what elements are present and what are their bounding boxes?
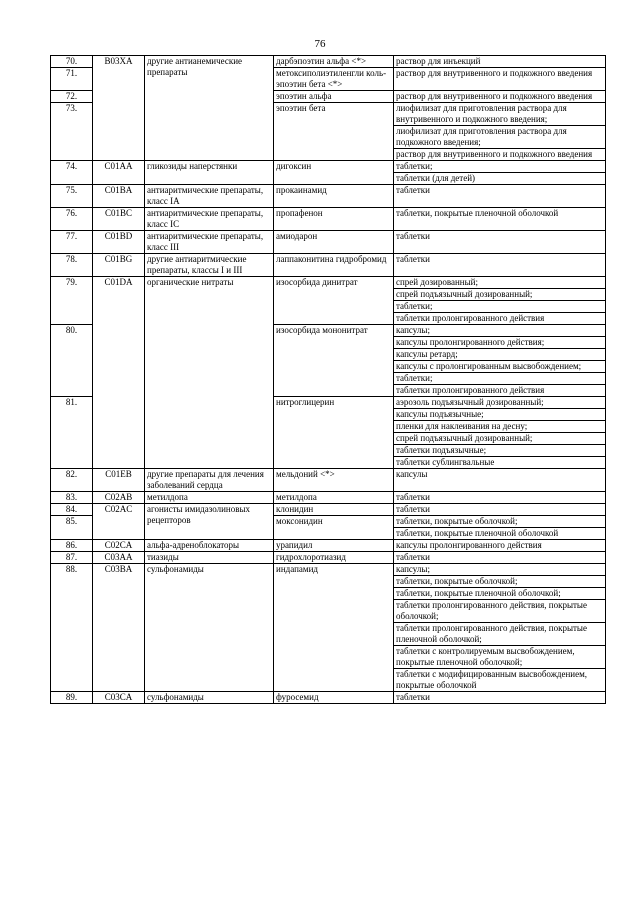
dosage-form-cell: раствор для внутривенного и подкожного введения: [394, 68, 606, 91]
atc-code-cell: C03CA: [93, 692, 145, 704]
table-row: [51, 564, 606, 576]
drug-name-cell: эпоэтин альфа: [274, 91, 394, 103]
dosage-form-cell: раствор для инъекций: [394, 56, 606, 68]
atc-code-cell: C01BG: [93, 254, 145, 277]
table-row: [51, 277, 606, 289]
dosage-form-cell: таблетки пролонгированного действия, покрытые пленочной оболочкой;: [394, 623, 606, 646]
drug-name-cell: нитроглицерин: [274, 397, 394, 469]
dosage-form-cell: таблетки пролонгированного действия: [394, 385, 606, 397]
atc-code-cell: C03AA: [93, 552, 145, 564]
dosage-form-cell: таблетки: [394, 692, 606, 704]
dosage-form-cell: таблетки пролонгированного действия: [394, 313, 606, 325]
dosage-form-cell: таблетки, покрытые пленочной оболочкой;: [394, 588, 606, 600]
drug-name-cell: клонидин: [274, 504, 394, 516]
group-cell: антиаритмические препараты, класс IA: [145, 185, 274, 208]
drug-name-cell: пропафенон: [274, 208, 394, 231]
drug-name-cell: метилдопа: [274, 492, 394, 504]
atc-code-cell: C03BA: [93, 564, 145, 692]
drug-name-cell: гидрохлоротиазид: [274, 552, 394, 564]
row-number-cell: 70.: [51, 56, 93, 68]
table-row: [51, 56, 606, 68]
dosage-form-cell: таблетки: [394, 552, 606, 564]
dosage-form-cell: таблетки: [394, 254, 606, 277]
group-cell: другие препараты для лечения заболеваний сердца: [145, 469, 274, 492]
table-row: [51, 692, 606, 704]
atc-code-cell: B03XA: [93, 56, 145, 161]
dosage-form-cell: таблетки, покрытые пленочной оболочкой: [394, 208, 606, 231]
page-number: 76: [314, 38, 326, 50]
drug-name-cell: метоксиполиэтиленгли коль-эпоэтин бета <*>: [274, 68, 394, 91]
group-cell: антиаритмические препараты, класс IC: [145, 208, 274, 231]
drug-name-cell: амиодарон: [274, 231, 394, 254]
table-row: [51, 540, 606, 552]
dosage-form-cell: капсулы;: [394, 564, 606, 576]
row-number-cell: 87.: [51, 552, 93, 564]
row-number-cell: 86.: [51, 540, 93, 552]
atc-code-cell: C02AC: [93, 504, 145, 540]
dosage-form-cell: таблетки;: [394, 373, 606, 385]
drug-name-cell: эпоэтин бета: [274, 103, 394, 161]
group-cell: другие антиаритмические препараты, классы I и III: [145, 254, 274, 277]
dosage-form-cell: таблетки: [394, 492, 606, 504]
drug-name-cell: дигоксин: [274, 161, 394, 185]
dosage-form-cell: лиофилизат для приготовления раствора для подкожного введения;: [394, 126, 606, 149]
atc-code-cell: C01EB: [93, 469, 145, 492]
atc-code-cell: C01BA: [93, 185, 145, 208]
dosage-form-cell: раствор для внутривенного и подкожного введения: [394, 91, 606, 103]
group-cell: другие антианемические препараты: [145, 56, 274, 161]
row-number-cell: 76.: [51, 208, 93, 231]
table-row: [51, 208, 606, 231]
drug-table: [50, 55, 606, 704]
dosage-form-cell: таблетки, покрытые пленочной оболочкой: [394, 528, 606, 540]
row-number-cell: 79.: [51, 277, 93, 325]
dosage-form-cell: таблетки сублингвальные: [394, 457, 606, 469]
dosage-form-cell: таблетки с модифицированным высвобождением, покрытые оболочкой: [394, 669, 606, 692]
row-number-cell: 84.: [51, 504, 93, 516]
drug-name-cell: урапидил: [274, 540, 394, 552]
dosage-form-cell: таблетки подъязычные;: [394, 445, 606, 457]
dosage-form-cell: капсулы с пролонгированным высвобождением;: [394, 361, 606, 373]
drug-name-cell: фуросемид: [274, 692, 394, 704]
atc-code-cell: C02CA: [93, 540, 145, 552]
dosage-form-cell: таблетки;: [394, 161, 606, 173]
dosage-form-cell: капсулы: [394, 469, 606, 492]
dosage-form-cell: таблетки: [394, 504, 606, 516]
drug-name-cell: дарбэпоэтин альфа <*>: [274, 56, 394, 68]
drug-name-cell: изосорбида мононитрат: [274, 325, 394, 397]
atc-code-cell: C02AB: [93, 492, 145, 504]
row-number-cell: 74.: [51, 161, 93, 185]
group-cell: сульфонамиды: [145, 692, 274, 704]
atc-code-cell: C01DA: [93, 277, 145, 469]
table-row: [51, 504, 606, 516]
dosage-form-cell: капсулы;: [394, 325, 606, 337]
drug-name-cell: прокаинамид: [274, 185, 394, 208]
table-row: [51, 552, 606, 564]
row-number-cell: 85.: [51, 516, 93, 540]
group-cell: тиазиды: [145, 552, 274, 564]
drug-name-cell: моксонидин: [274, 516, 394, 540]
table-row: [51, 492, 606, 504]
table-row: [51, 161, 606, 173]
row-number-cell: 75.: [51, 185, 93, 208]
dosage-form-cell: пленки для наклеивания на десну;: [394, 421, 606, 433]
dosage-form-cell: спрей подъязычный дозированный;: [394, 433, 606, 445]
dosage-form-cell: капсулы ретард;: [394, 349, 606, 361]
table-row: [51, 231, 606, 254]
dosage-form-cell: таблетки с контролируемым высвобождением, покрытые пленочной оболочкой;: [394, 646, 606, 669]
row-number-cell: 83.: [51, 492, 93, 504]
dosage-form-cell: таблетки: [394, 231, 606, 254]
drug-name-cell: мельдоний <*>: [274, 469, 394, 492]
dosage-form-cell: раствор для внутривенного и подкожного введения: [394, 149, 606, 161]
row-number-cell: 80.: [51, 325, 93, 397]
group-cell: антиаритмические препараты, класс III: [145, 231, 274, 254]
atc-code-cell: C01BC: [93, 208, 145, 231]
group-cell: агонисты имидазолиновых рецепторов: [145, 504, 274, 540]
dosage-form-cell: капсулы пролонгированного действия;: [394, 337, 606, 349]
row-number-cell: 82.: [51, 469, 93, 492]
drug-name-cell: изосорбида динитрат: [274, 277, 394, 325]
dosage-form-cell: таблетки, покрытые оболочкой;: [394, 576, 606, 588]
dosage-form-cell: спрей подъязычный дозированный;: [394, 289, 606, 301]
dosage-form-cell: таблетки, покрытые оболочкой;: [394, 516, 606, 528]
group-cell: альфа-адреноблокаторы: [145, 540, 274, 552]
atc-code-cell: C01BD: [93, 231, 145, 254]
table-row: [51, 469, 606, 492]
row-number-cell: 72.: [51, 91, 93, 103]
dosage-form-cell: капсулы подъязычные;: [394, 409, 606, 421]
dosage-form-cell: капсулы пролонгированного действия: [394, 540, 606, 552]
group-cell: сульфонамиды: [145, 564, 274, 692]
dosage-form-cell: лиофилизат для приготовления раствора для внутривенного и подкожного введения;: [394, 103, 606, 126]
group-cell: органические нитраты: [145, 277, 274, 469]
row-number-cell: 78.: [51, 254, 93, 277]
row-number-cell: 89.: [51, 692, 93, 704]
drug-name-cell: индапамид: [274, 564, 394, 692]
row-number-cell: 71.: [51, 68, 93, 91]
row-number-cell: 88.: [51, 564, 93, 692]
row-number-cell: 77.: [51, 231, 93, 254]
table-row: [51, 185, 606, 208]
dosage-form-cell: спрей дозированный;: [394, 277, 606, 289]
dosage-form-cell: таблетки;: [394, 301, 606, 313]
group-cell: метилдопа: [145, 492, 274, 504]
group-cell: гликозиды наперстянки: [145, 161, 274, 185]
dosage-form-cell: таблетки: [394, 185, 606, 208]
dosage-form-cell: таблетки пролонгированного действия, покрытые оболочкой;: [394, 600, 606, 623]
dosage-form-cell: таблетки (для детей): [394, 173, 606, 185]
row-number-cell: 81.: [51, 397, 93, 469]
atc-code-cell: C01AA: [93, 161, 145, 185]
row-number-cell: 73.: [51, 103, 93, 161]
drug-name-cell: лаппаконитина гидробромид: [274, 254, 394, 277]
dosage-form-cell: аэрозоль подъязычный дозированный;: [394, 397, 606, 409]
table-row: [51, 254, 606, 277]
